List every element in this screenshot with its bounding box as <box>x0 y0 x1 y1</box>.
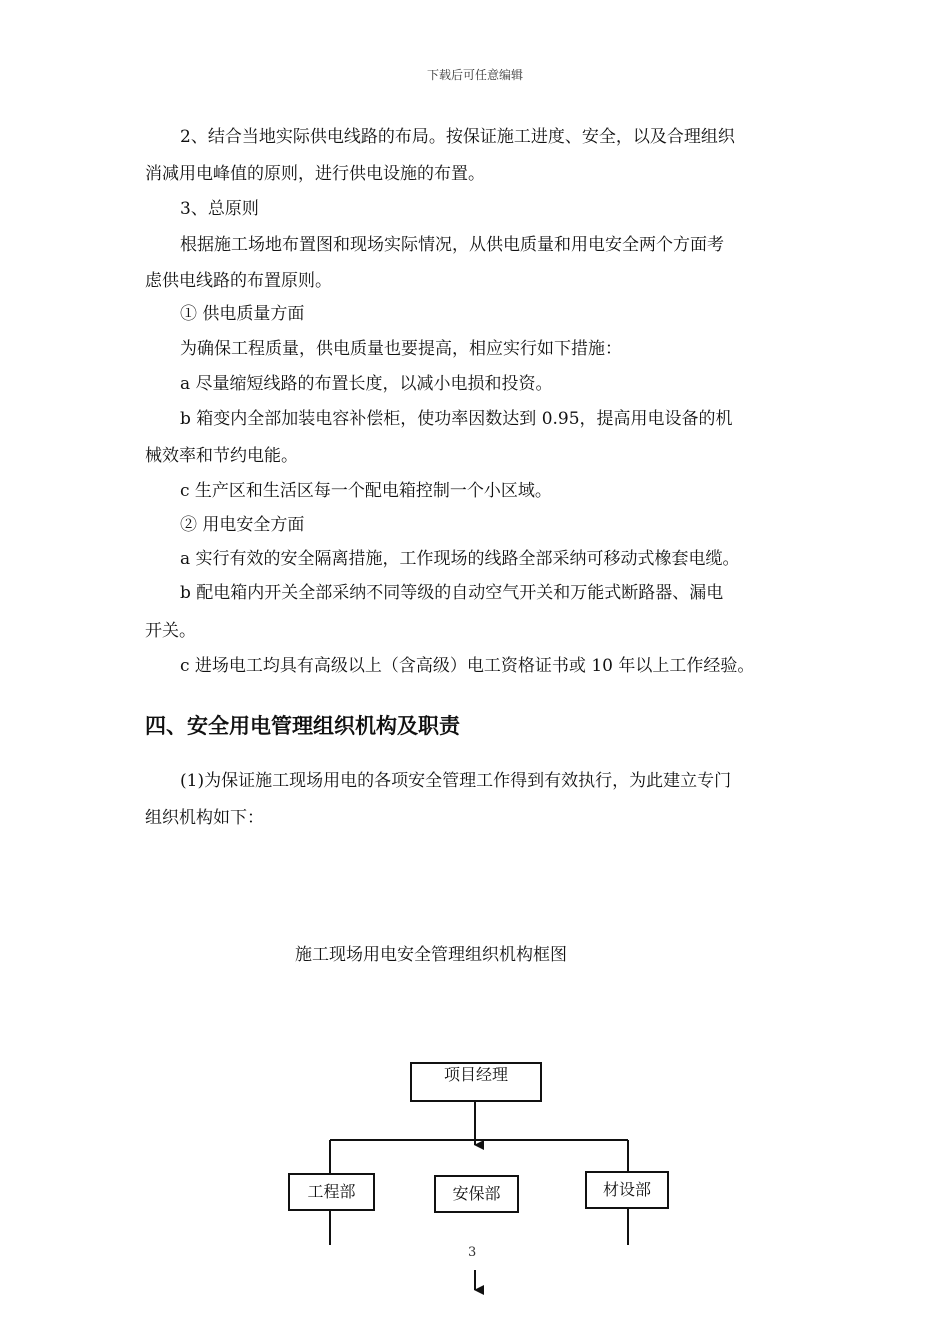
paragraph-line: 为确保工程质量，供电质量也要提高，相应实行如下措施： <box>180 339 622 359</box>
page-header: 下载后可任意编辑 <box>426 68 523 82</box>
intro-line: (1)为保证施工现场用电的各项安全管理工作得到有效执行，为此建立专门 <box>180 771 732 791</box>
org-box-label: 材设部 <box>602 1180 651 1199</box>
org-box-engineering <box>288 1173 375 1211</box>
paragraph-line: 根据施工场地布置图和现场实际情况，从供电质量和用电安全两个方面考 <box>180 235 724 255</box>
section-heading: 四、安全用电管理组织机构及职责 <box>145 714 460 738</box>
org-box-project-manager <box>410 1062 542 1102</box>
org-box-materials <box>585 1171 669 1209</box>
paragraph-line: 消减用电峰值的原则，进行供电设施的布置。 <box>145 164 485 184</box>
page-number: 3 <box>468 1245 477 1260</box>
intro-line: 组织机构如下： <box>145 808 264 828</box>
paragraph-line: 3、总原则 <box>180 199 259 219</box>
paragraph-line: ② 用电安全方面 <box>180 515 305 535</box>
org-chart-title: 施工现场用电安全管理组织机构框图 <box>295 945 567 965</box>
paragraph-line: b 配电箱内开关全部采纳不同等级的自动空气开关和万能式断路器、漏电 <box>180 583 724 603</box>
paragraph-line: 虑供电线路的布置原则。 <box>145 271 332 291</box>
paragraph-line: 开关。 <box>145 621 196 641</box>
paragraph-line: a 尽量缩短线路的布置长度，以减小电损和投资。 <box>180 374 553 394</box>
org-box-label: 项目经理 <box>443 1065 508 1084</box>
paragraph-line: 械效率和节约电能。 <box>145 446 298 466</box>
paragraph-line: c 进场电工均具有高级以上（含高级）电工资格证书或 10 年以上工作经验。 <box>180 656 755 676</box>
org-box-label: 安保部 <box>452 1184 501 1203</box>
paragraph-line: ① 供电质量方面 <box>180 304 305 324</box>
paragraph-line: 2、结合当地实际供电线路的布局。按保证施工进度、安全，以及合理组织 <box>180 127 735 147</box>
paragraph-line: b 箱变内全部加装电容补偿柜，使功率因数达到 0.95，提高用电设备的机 <box>180 409 733 429</box>
org-box-label: 工程部 <box>307 1182 356 1201</box>
paragraph-line: c 生产区和生活区每一个配电箱控制一个小区域。 <box>180 481 552 501</box>
org-box-security <box>434 1175 519 1213</box>
paragraph-line: a 实行有效的安全隔离措施，工作现场的线路全部采纳可移动式橡套电缆。 <box>180 549 740 569</box>
